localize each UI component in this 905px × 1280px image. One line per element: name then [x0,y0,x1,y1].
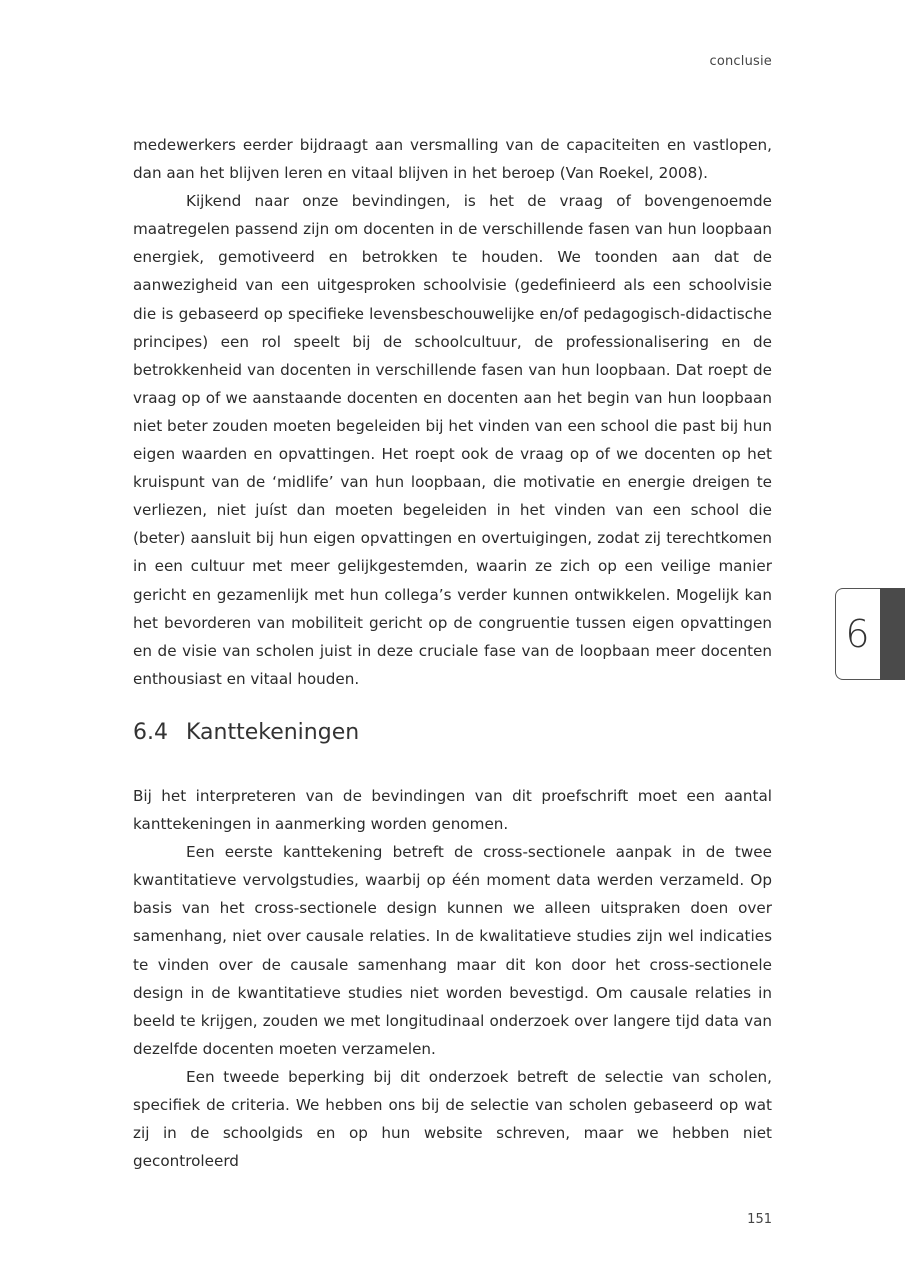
chapter-tab-number: 6 [845,612,870,656]
paragraph: medewerkers eerder bijdraagt aan versmalling van de capaciteiten en vastlopen, dan aan het blijven leren en vitaal blijven in het beroep (Van Roekel, 2008). [133,136,772,183]
paragraph: Een tweede beperking bij dit onderzoek betreft de selectie van scholen, specifiek de criteria. We hebben ons bij de selectie van scholen gebaseerd op wat zij in de schoolgids en op hun website schreven, maar we hebben niet gecontroleerd [133,1067,772,1171]
paragraph: Kijkend naar onze bevindingen, is het de vraag of bovengenoemde maatregelen passend zijn om docenten in de verschillende fasen van hun loopbaan energiek, gemotiveerd en betrokken te houden. We toonden aan dat de aanwezigheid van een uitgesproken schoolvisie (gedefinieerd als een schoolvisie die is gebaseerd op specifieke levensbeschouwelijke en/of pedagogisch-didactische principes) een rol speelt bij de schoolcultuur, de professionalisering en de betrokkenheid van docenten in verschillende fasen van hun loopbaan. Dat roept de vraag op of we aanstaande docenten en docenten aan het begin van hun loopbaan niet beter zouden moeten begeleiden bij het vinden van een school die past bij hun eigen waarden en opvattingen. Het roept ook de vraag op of we docenten op het kruispunt van de ‘midlife’ van hun loopbaan, die motivatie en energie dreigen te verliezen, niet juíst dan moeten begeleiden in het vinden van een school die (beter) aansluit bij hun eigen opvattingen en overtuigingen, zodat zij terechtkomen in een cultuur met meer gelijkgestemden, waarin ze zich op een veilige manier gericht en gezamenlijk met hun collega’s verder kunnen ontwikkelen. Mogelijk kan het bevorderen van mobiliteit gericht op de congruentie tussen eigen opvattingen en de visie van scholen juist in deze cruciale fase van de loopbaan meer docenten enthousiast en vitaal houden. [133,192,772,688]
page-number: 151 [747,1212,772,1227]
section-title: Kanttekeningen [186,720,360,745]
section-number: 6.4 [133,720,168,745]
chapter-tab-bar [880,588,905,680]
running-header: conclusie [709,54,772,69]
chapter-tab [835,588,905,680]
paragraph: Een eerste kanttekening betreft de cross-sectionele aanpak in de twee kwantitatieve vervolgstudies, waarbij op één moment data werden verzameld. Op basis van het cross-sectionele design kunnen we alleen uitspraken doen over samenhang, niet over causale relaties. In de kwalitatieve studies zijn wel indicaties te vinden over de causale samenhang maar dit kon door het cross-sectionele design in de kwantitatieve studies niet worden bevestigd. Om causale relaties in beeld te krijgen, zouden we met longitudinaal onderzoek over langere tijd data van dezelfde docenten moeten verzamelen. [133,843,772,1058]
body-text-bottom [133,782,772,1175]
body-text-top [133,131,772,693]
section-heading [133,720,359,745]
paragraph: Bij het interpreteren van de bevindingen van dit proefschrift moet een aantal kanttekeningen in aanmerking worden genomen. [133,787,772,834]
